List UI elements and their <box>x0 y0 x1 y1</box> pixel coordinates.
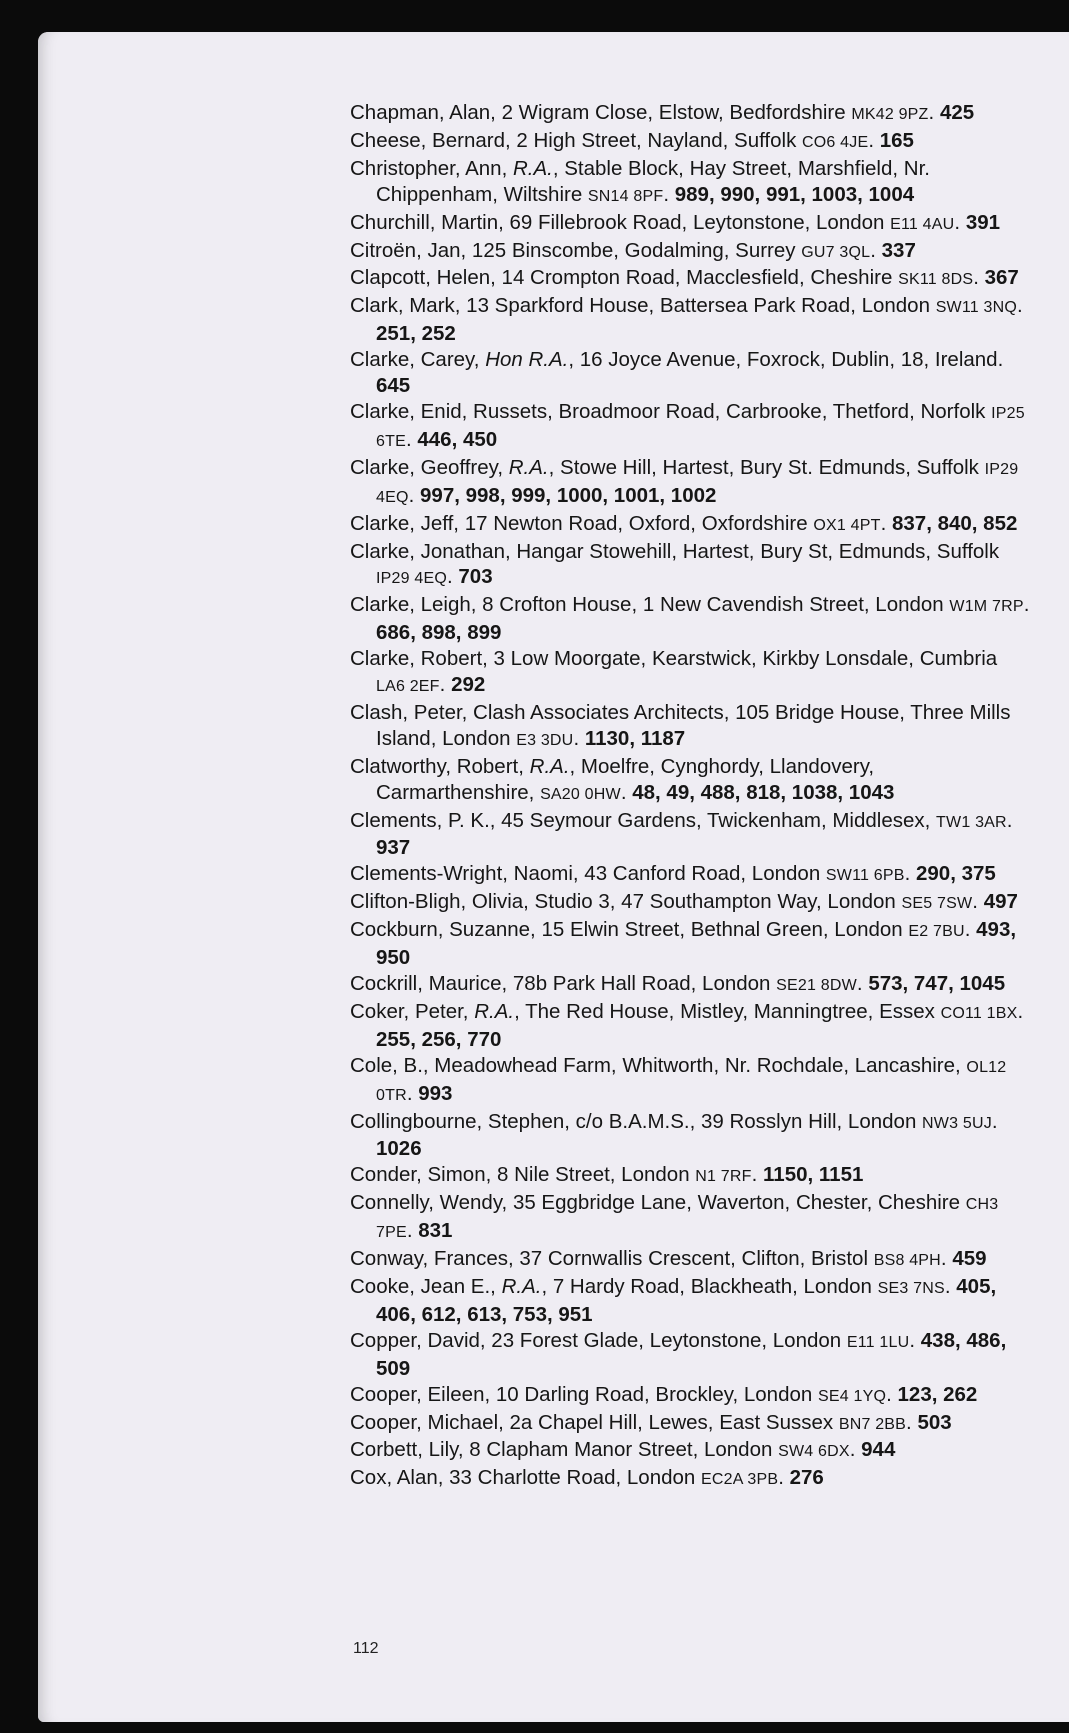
entry-name: Chapman, Alan, 2 Wigram Close, Elstow, Bedfordshire <box>350 101 852 124</box>
entry-name: Clarke, Jeff, 17 Newton Road, Oxford, Oxfordshire <box>350 511 814 535</box>
index-entry: Clarke, Jonathan, Hangar Stowehill, Hartest, Bury St, Edmunds, Suffolk IP29 4EQ. 703 <box>350 539 1000 589</box>
index-entry: Cole, B., Meadowhead Farm, Whitworth, Nr. Rochdale, Lancashire, OL12 0TR. 993 <box>350 1053 1007 1105</box>
entry-postcode: SW11 6PB <box>825 867 905 885</box>
entry-name: Clapcott, Helen, 14 Crompton Road, Macclesfield, Cheshire <box>350 266 899 290</box>
entry-references: 497 <box>983 890 1018 914</box>
entry-references: 703 <box>458 565 493 589</box>
entry-postcode: SK11 8DS <box>898 271 974 289</box>
entry-references: 503 <box>917 1410 952 1434</box>
entry-references: 251, 252 <box>376 322 456 346</box>
entry-postcode: EC2A 3PB <box>701 1471 779 1489</box>
entry-title: R.A. <box>529 754 570 778</box>
entry-references: 438, 486, 509 <box>376 1328 1007 1380</box>
index-entry: Cheese, Bernard, 2 High Street, Nayland, Suffolk CO6 4JE. 165 <box>350 128 914 152</box>
entry-postcode: W1M 7RP <box>949 598 1024 616</box>
entry-address: , 7 Hardy Road, Blackheath, London <box>541 1274 878 1298</box>
entry-name: Clatworthy, Robert, <box>350 754 530 778</box>
index-entry: Cooper, Michael, 2a Chapel Hill, Lewes, East Sussex BN7 2BB. 503 <box>350 1410 952 1434</box>
entry-name: Clarke, Enid, Russets, Broadmoor Road, Carbrooke, Thetford, Norfolk <box>350 399 992 423</box>
entry-name: Clarke, Geoffrey, <box>350 455 509 479</box>
entry-references: 1130, 1187 <box>584 726 686 750</box>
entry-postcode: OL12 0TR <box>376 1058 1007 1104</box>
entry-name: Collingbourne, Stephen, c/o B.A.M.S., 39 Rosslyn Hill, London <box>350 1109 923 1133</box>
entry-name: Cooper, Eileen, 10 Darling Road, Brockley, London <box>350 1382 818 1406</box>
index-entry: Clements-Wright, Naomi, 43 Canford Road, London SW11 6PB. 290, 375 <box>350 862 996 886</box>
entry-postcode: SE5 7SW <box>901 895 973 913</box>
entry-address: , The Red House, Mistley, Manningtree, Essex <box>514 999 941 1023</box>
entry-name: Conway, Frances, 37 Cornwallis Crescent, Clifton, Bristol <box>350 1247 874 1271</box>
index-entry: Corbett, Lily, 8 Clapham Manor Street, London SW4 6DX. 944 <box>350 1438 896 1462</box>
entry-postcode: E11 1LU <box>846 1333 910 1351</box>
index-entry: Cooke, Jean E., R.A., 7 Hardy Road, Blackheath, London SE3 7NS. 405, 406, 612, 613, 753, 951 <box>350 1274 997 1326</box>
entry-references: 993 <box>418 1081 453 1105</box>
entry-address: , 16 Joyce Avenue, Foxrock, Dublin, 18, Ireland <box>568 348 998 372</box>
entry-postcode: E3 3DU <box>516 731 574 749</box>
entry-references: 446, 450 <box>417 427 498 451</box>
entry-name: Coker, Peter, <box>350 999 475 1023</box>
entry-name: Cockrill, Maurice, 78b Park Hall Road, London <box>350 972 777 995</box>
index-entry: Clifton-Bligh, Olivia, Studio 3, 47 Southampton Way, London SE5 7SW. 497 <box>350 890 1018 914</box>
entry-postcode: IP29 4EQ <box>376 460 1019 506</box>
entry-references: 459 <box>952 1247 987 1271</box>
entry-name: Churchill, Martin, 69 Fillebrook Road, Leytonstone, London <box>350 210 891 234</box>
entry-name: Clements, P. K., 45 Seymour Gardens, Twickenham, Middlesex, <box>350 808 937 832</box>
entry-references: 944 <box>861 1438 896 1462</box>
entry-title: R.A. <box>501 1274 542 1298</box>
entry-name: Conder, Simon, 8 Nile Street, London <box>350 1163 696 1187</box>
entry-name: Clarke, Leigh, 8 Crofton House, 1 New Cavendish Street, London <box>350 593 950 617</box>
entry-references: 391 <box>965 210 1001 234</box>
entry-postcode: IP25 6TE <box>376 404 1025 450</box>
entry-references: 290, 375 <box>916 862 996 886</box>
entry-title: R.A. <box>474 999 515 1023</box>
entry-references: 831 <box>418 1219 453 1243</box>
index-entry: Connelly, Wendy, 35 Eggbridge Lane, Waverton, Chester, Cheshire CH3 7PE. 831 <box>350 1191 999 1243</box>
entry-references: 686, 898, 899 <box>376 621 502 645</box>
entry-references: 837, 840, 852 <box>891 511 1018 535</box>
index-entry: Clark, Mark, 13 Sparkford House, Battersea Park Road, London SW11 3NQ. 251, 252 <box>350 294 1023 346</box>
entry-name: Clarke, Carey, <box>350 348 486 372</box>
index-entry: Clarke, Robert, 3 Low Moorgate, Kearstwick, Kirkby Lonsdale, Cumbria LA6 2EF. 292 <box>350 647 998 697</box>
entry-name: Clements-Wright, Naomi, 43 Canford Road, London <box>350 862 826 886</box>
entry-postcode: SE21 8DW <box>776 977 857 994</box>
index-entry: Cockrill, Maurice, 78b Park Hall Road, London SE21 8DW. 573, 747, 1045 <box>350 972 1006 995</box>
entry-postcode: SE4 1YQ <box>818 1387 887 1405</box>
entry-address: , Stable Block, Hay Street, Marshfield, Nr. Chippenham, Wiltshire <box>376 156 930 206</box>
entry-references: 1150, 1151 <box>763 1163 864 1187</box>
entry-title: R.A. <box>512 156 553 180</box>
index-entry: Cockburn, Suzanne, 15 Elwin Street, Bethnal Green, London E2 7BU. 493, 950 <box>350 918 1017 970</box>
page-number: 112 <box>353 1640 379 1657</box>
entry-postcode: SW4 6DX <box>778 1443 850 1461</box>
entry-references: 997, 998, 999, 1000, 1001, 1002 <box>420 483 717 507</box>
entry-name: Citroën, Jan, 125 Binscombe, Godalming, Surrey <box>350 238 802 262</box>
entry-references: 1026 <box>376 1137 422 1161</box>
index-entry: Clements, P. K., 45 Seymour Gardens, Twickenham, Middlesex, TW1 3AR. 937 <box>350 808 1013 860</box>
entry-name: Copper, David, 23 Forest Glade, Leytonstone, London <box>350 1328 847 1352</box>
entry-references: 255, 256, 770 <box>376 1027 502 1051</box>
index-entry: Conder, Simon, 8 Nile Street, London N1 7RF. 1150, 1151 <box>350 1163 864 1187</box>
entry-title: Hon R.A. <box>485 348 569 372</box>
entry-name: Clifton-Bligh, Olivia, Studio 3, 47 Southampton Way, London <box>350 890 902 914</box>
entry-name: Clark, Mark, 13 Sparkford House, Battersea Park Road, London <box>350 294 936 318</box>
index-entry: Clash, Peter, Clash Associates Architects, 105 Bridge House, Three Mills Island, London E3 3DU. 1130, 1187 <box>350 700 1011 750</box>
entry-name: Christopher, Ann, <box>350 156 513 180</box>
index-entries <box>350 100 1030 1493</box>
index-entry: Clarke, Carey, Hon R.A., 16 Joyce Avenue, Foxrock, Dublin, 18, Ireland. 645 <box>350 348 1004 398</box>
entry-references: 405, 406, 612, 613, 753, 951 <box>376 1274 997 1326</box>
entry-name: Clarke, Jonathan, Hangar Stowehill, Hartest, Bury St, Edmunds, Suffolk <box>350 539 1000 563</box>
entry-references: 165 <box>879 128 914 152</box>
entry-name: Cole, B., Meadowhead Farm, Whitworth, Nr. Rochdale, Lancashire, <box>350 1053 967 1077</box>
entry-postcode: SA20 0HW <box>540 785 621 803</box>
index-entry: Clapcott, Helen, 14 Crompton Road, Macclesfield, Cheshire SK11 8DS. 367 <box>350 266 1019 290</box>
index-entry: Clarke, Leigh, 8 Crofton House, 1 New Cavendish Street, London W1M 7RP. 686, 898, 899 <box>350 593 1030 645</box>
entry-name: Clash, Peter, Clash Associates Architects, 105 Bridge House, Three Mills Island, London <box>350 700 1011 750</box>
entry-references: 493, 950 <box>376 918 1017 970</box>
entry-address: , Moelfre, Cynghordy, Llandovery, Carmarthenshire, <box>376 754 875 804</box>
entry-postcode: N1 7RF <box>695 1168 752 1186</box>
entry-postcode: SN14 8PF <box>587 187 664 205</box>
entry-postcode: OX1 4PT <box>813 516 881 534</box>
entry-name: Cheese, Bernard, 2 High Street, Nayland, Suffolk <box>350 128 803 152</box>
entry-references: 937 <box>376 836 411 860</box>
entry-postcode: GU7 3QL <box>801 243 871 261</box>
entry-references: 48, 49, 488, 818, 1038, 1043 <box>632 780 895 804</box>
index-entry: Collingbourne, Stephen, c/o B.A.M.S., 39 Rosslyn Hill, London NW3 5UJ. 1026 <box>350 1109 998 1161</box>
entry-references: 573, 747, 1045 <box>868 972 1006 995</box>
entry-title: R.A. <box>508 455 549 479</box>
index-entry: Citroën, Jan, 125 Binscombe, Godalming, Surrey GU7 3QL. 337 <box>350 238 916 262</box>
entry-postcode: LA6 2EF <box>376 678 440 696</box>
entry-postcode: CO11 1BX <box>940 1004 1018 1022</box>
entry-name: Clarke, Robert, 3 Low Moorgate, Kearstwick, Kirkby Lonsdale, Cumbria <box>350 647 998 671</box>
index-entry: Cox, Alan, 33 Charlotte Road, London EC2A 3PB. 276 <box>350 1466 824 1490</box>
index-entry: Chapman, Alan, 2 Wigram Close, Elstow, Bedfordshire MK42 9PZ. 425 <box>350 101 975 124</box>
entry-postcode: BN7 2BB <box>838 1415 907 1433</box>
entry-postcode: TW1 3AR <box>936 813 1007 831</box>
entry-name: Cooke, Jean E., <box>350 1274 502 1298</box>
entry-references: 123, 262 <box>897 1382 978 1406</box>
entry-postcode: MK42 9PZ <box>851 106 929 123</box>
entry-postcode: CO6 4JE <box>802 133 869 151</box>
entry-references: 276 <box>789 1466 824 1490</box>
entry-postcode: IP29 4EQ <box>376 570 447 588</box>
entry-postcode: CH3 7PE <box>376 1196 999 1242</box>
entry-postcode: SE3 7NS <box>877 1279 945 1297</box>
index-entry: Churchill, Martin, 69 Fillebrook Road, Leytonstone, London E11 4AU. 391 <box>350 210 1001 234</box>
entry-references: 989, 990, 991, 1003, 1004 <box>674 182 915 206</box>
entry-postcode: NW3 5UJ <box>922 1114 992 1132</box>
index-entry: Conway, Frances, 37 Cornwallis Crescent, Clifton, Bristol BS8 4PH. 459 <box>350 1247 987 1271</box>
entry-postcode: E2 7BU <box>908 923 965 941</box>
entry-name: Corbett, Lily, 8 Clapham Manor Street, London <box>350 1438 779 1462</box>
index-entry: Clatworthy, Robert, R.A., Moelfre, Cynghordy, Llandovery, Carmarthenshire, SA20 0HW. 48, 49, 488, 818, 1038, 1043 <box>350 754 895 804</box>
index-entry: Cooper, Eileen, 10 Darling Road, Brockley, London SE4 1YQ. 123, 262 <box>350 1382 978 1406</box>
index-entry: Clarke, Enid, Russets, Broadmoor Road, Carbrooke, Thetford, Norfolk IP25 6TE. 446, 450 <box>350 399 1025 451</box>
index-entry: Clarke, Geoffrey, R.A., Stowe Hill, Hartest, Bury St. Edmunds, Suffolk IP29 4EQ. 997, 998, 999, 1000, 1001, 1002 <box>350 455 1019 507</box>
index-entry: Coker, Peter, R.A., The Red House, Mistley, Manningtree, Essex CO11 1BX. 255, 256, 770 <box>350 999 1024 1051</box>
entry-name: Connelly, Wendy, 35 Eggbridge Lane, Waverton, Chester, Cheshire <box>350 1191 966 1215</box>
entry-name: Cooper, Michael, 2a Chapel Hill, Lewes, East Sussex <box>350 1410 839 1434</box>
entry-references: 645 <box>376 374 411 398</box>
entry-address: , Stowe Hill, Hartest, Bury St. Edmunds, Suffolk <box>548 455 985 479</box>
entry-postcode: E11 4AU <box>890 215 955 233</box>
entry-references: 292 <box>451 673 486 697</box>
index-entry: Copper, David, 23 Forest Glade, Leytonstone, London E11 1LU. 438, 486, 509 <box>350 1328 1007 1380</box>
index-entry: Clarke, Jeff, 17 Newton Road, Oxford, Oxfordshire OX1 4PT. 837, 840, 852 <box>350 511 1018 535</box>
entry-postcode: BS8 4PH <box>873 1252 941 1270</box>
entry-name: Cox, Alan, 33 Charlotte Road, London <box>350 1466 702 1490</box>
entry-postcode: SW11 3NQ <box>935 299 1018 317</box>
index-entry: Christopher, Ann, R.A., Stable Block, Hay Street, Marshfield, Nr. Chippenham, Wiltshire SN14 8PF. 989, 990, 991, 1003, 1004 <box>350 156 930 206</box>
entry-references: 337 <box>881 238 916 262</box>
entry-name: Cockburn, Suzanne, 15 Elwin Street, Bethnal Green, London <box>350 918 909 942</box>
entry-references: 425 <box>939 101 975 124</box>
entry-references: 367 <box>984 266 1019 290</box>
